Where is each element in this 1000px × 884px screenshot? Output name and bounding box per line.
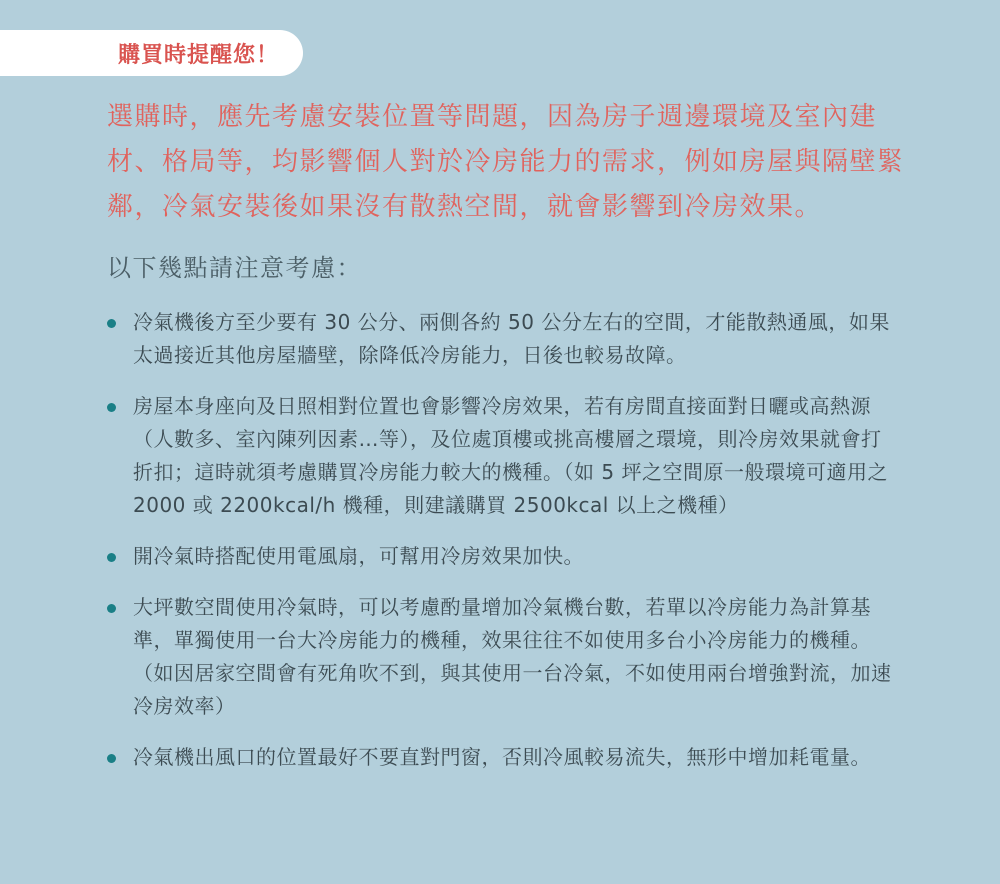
tip-text: 冷氣機後方至少要有 30 公分、兩側各約 50 公分左右的空間，才能散熱通風，如果太過接近其他房屋牆壁，除降低冷房能力，日後也較易故障。 (133, 310, 890, 367)
tip-item (107, 306, 897, 372)
tip-text: 開冷氣時搭配使用電風扇，可幫用冷房效果加快。 (133, 544, 584, 568)
tips-heading: 以下幾點請注意考慮： (107, 254, 362, 282)
bullet-icon (107, 319, 116, 328)
tip-text: 冷氣機出風口的位置最好不要直對門窗，否則冷風較易流失，無形中增加耗電量。 (133, 745, 871, 769)
bullet-icon (107, 403, 116, 412)
tip-text: 大坪數空間使用冷氣時，可以考慮酌量增加冷氣機台數，若單以冷房能力為計算基準，單獨使用一台大冷房能力的機種，效果往往不如使用多台小冷房能力的機種。（如因居家空間會有死角吹不到，與其使用一台冷氣，不如使用兩台增強對流，加速冷房效率） (133, 595, 892, 718)
reminder-badge (0, 30, 303, 76)
tip-item (107, 741, 897, 774)
tips-list (107, 306, 897, 792)
tip-item (107, 591, 897, 723)
bullet-icon (107, 754, 116, 763)
bullet-icon (107, 604, 116, 613)
intro-paragraph: 選購時，應先考慮安裝位置等問題，因為房子週邊環境及室內建材、格局等，均影響個人對於冷房能力的需求，例如房屋與隔壁緊鄰，冷氣安裝後如果沒有散熱空間，就會影響到冷房效果。 (107, 102, 905, 222)
tip-item (107, 390, 897, 522)
bullet-icon (107, 553, 116, 562)
badge-title: 購買時提醒您！ (117, 42, 279, 68)
tip-text: 房屋本身座向及日照相對位置也會影響冷房效果，若有房間直接面對日曬或高熱源（人數多、室內陳列因素…等），及位處頂樓或挑高樓層之環境，則冷房效果就會打折扣；這時就須考慮購買冷房能力較大的機種。（如 5 坪之空間原一般環境可適用之 2000 或 2200kcal/h 機種，則建議購買 2500kcal 以上之機種） (133, 394, 888, 517)
tip-item (107, 540, 897, 573)
